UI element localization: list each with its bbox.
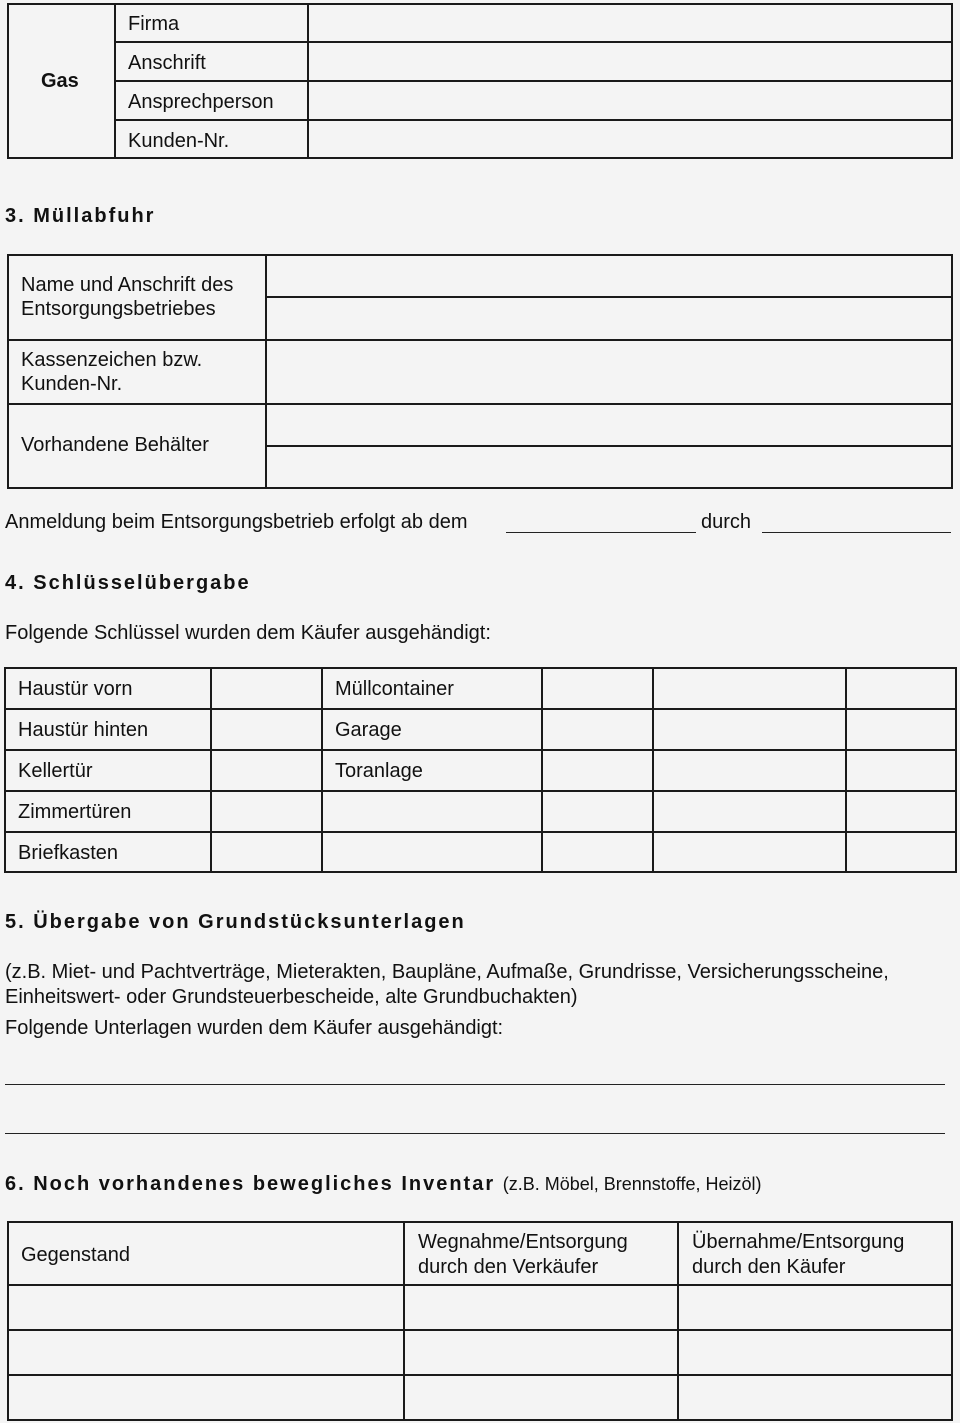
- key-toranlage: Toranlage: [335, 760, 423, 782]
- inventar-col-verkaeufer-line1: Wegnahme/Entsorgung: [418, 1231, 628, 1253]
- muell-name-anschrift-line1: Name und Anschrift des: [21, 274, 234, 296]
- section-heading-schluesseluebergabe: 4. Schlüsselübergabe: [5, 572, 251, 594]
- anmeldung-date-line[interactable]: [506, 532, 696, 533]
- schluessel-intro: Folgende Schlüssel wurden dem Käufer ausgehändigt:: [5, 622, 491, 644]
- gas-row-anschrift: Anschrift: [128, 52, 206, 74]
- unterlagen-write-line-1[interactable]: [5, 1084, 945, 1085]
- key-garage: Garage: [335, 719, 402, 741]
- gas-label: Gas: [41, 70, 79, 92]
- key-briefkasten: Briefkasten: [18, 842, 119, 864]
- muell-vorhandene-behaelter: Vorhandene Behälter: [21, 434, 209, 456]
- unterlagen-write-line-2[interactable]: [5, 1133, 945, 1134]
- unterlagen-intro: Folgende Unterlagen wurden dem Käufer ausgehändigt:: [5, 1017, 504, 1039]
- key-kellertuer: Kellertür: [18, 760, 93, 782]
- inventar-heading-note: (z.B. Möbel, Brennstoffe, Heizöl): [502, 1174, 762, 1194]
- muell-name-anschrift-line2: Entsorgungsbetriebes: [21, 298, 216, 320]
- inventar-col-gegenstand: Gegenstand: [21, 1244, 130, 1266]
- key-haustuer-hinten: Haustür hinten: [18, 719, 149, 741]
- gas-row-kundennr: Kunden-Nr.: [128, 130, 230, 152]
- section-heading-grundstuecksunterlagen: 5. Übergabe von Grundstücksunterlagen: [5, 911, 466, 933]
- inventar-heading-title: 6. Noch vorhandenes bewegliches Inventar: [5, 1173, 496, 1195]
- key-haustuer-vorn: Haustür vorn: [18, 678, 133, 700]
- muell-kassenzeichen-line1: Kassenzeichen bzw.: [21, 349, 203, 371]
- inventar-col-verkaeufer-line2: durch den Verkäufer: [418, 1256, 599, 1278]
- muell-kassenzeichen-line2: Kunden-Nr.: [21, 373, 123, 395]
- gas-row-firma: Firma: [128, 13, 180, 35]
- key-muellcontainer: Müllcontainer: [335, 678, 454, 700]
- anmeldung-durch-label: durch: [701, 511, 752, 533]
- inventar-col-kaeufer-line2: durch den Käufer: [692, 1256, 846, 1278]
- key-zimmertueren: Zimmertüren: [18, 801, 132, 823]
- unterlagen-examples-line1: (z.B. Miet- und Pachtverträge, Mieterakten, Baupläne, Aufmaße, Grundrisse, Versicherungsscheine,: [5, 961, 889, 983]
- anmeldung-durch-line[interactable]: [762, 532, 951, 533]
- gas-row-ansprechperson: Ansprechperson: [128, 91, 274, 113]
- anmeldung-text: Anmeldung beim Entsorgungsbetrieb erfolgt ab dem: [5, 511, 468, 533]
- section-heading-inventar: [5, 1173, 761, 1196]
- inventar-col-kaeufer-line1: Übernahme/Entsorgung: [692, 1231, 905, 1253]
- section-heading-muellabfuhr: 3. Müllabfuhr: [5, 205, 156, 227]
- unterlagen-examples-line2: Einheitswert- oder Grundsteuerbescheide, alte Grundbuchakten): [5, 986, 578, 1008]
